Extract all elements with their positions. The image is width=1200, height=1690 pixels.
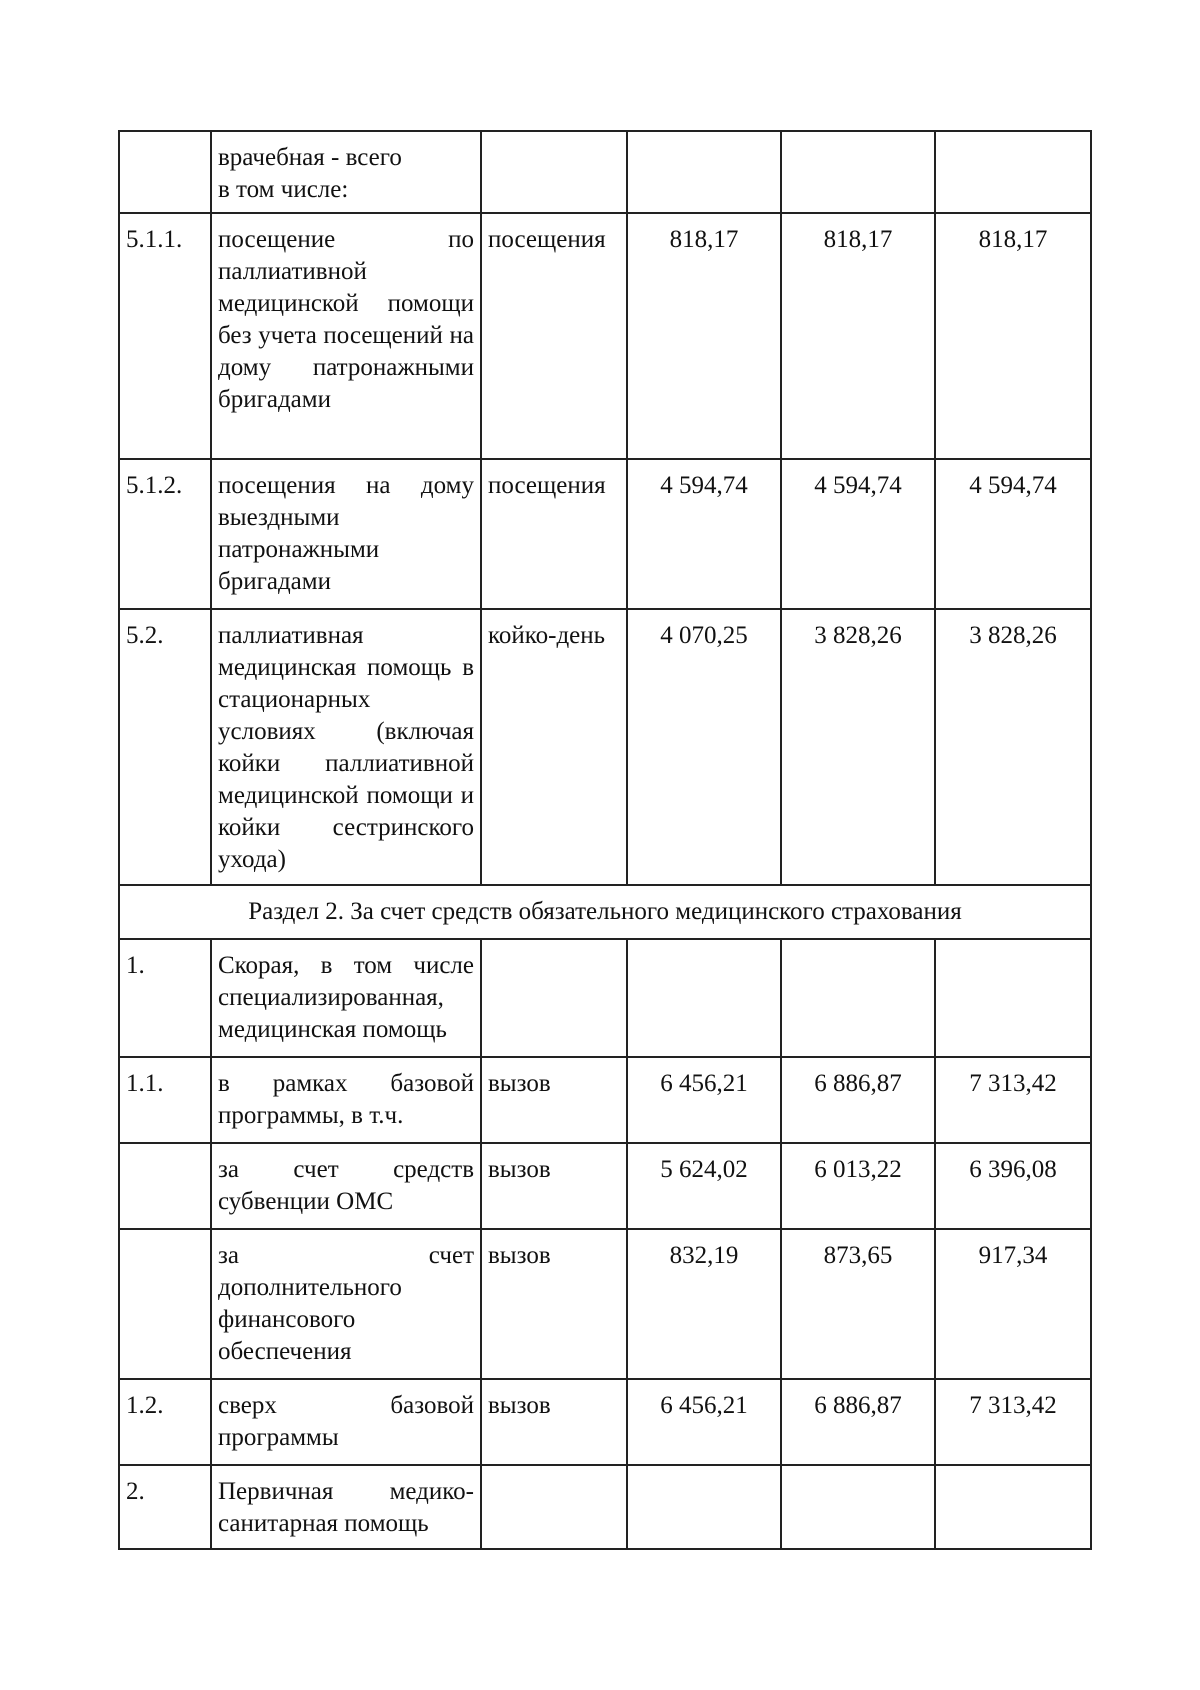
row-unit <box>481 1465 627 1549</box>
row-name: за счет средств субвенции ОМС <box>211 1143 481 1229</box>
row-value-3 <box>935 131 1091 213</box>
row-value-3: 7 313,42 <box>935 1057 1091 1143</box>
row-name: в рамках базовой программы, в т.ч. <box>211 1057 481 1143</box>
row-number: 5.1.1. <box>119 213 211 459</box>
table-row <box>119 459 1091 609</box>
table-row <box>119 1465 1091 1549</box>
row-number: 5.2. <box>119 609 211 885</box>
row-value-3: 818,17 <box>935 213 1091 459</box>
row-value-3: 917,34 <box>935 1229 1091 1379</box>
row-name: паллиативная медицинская помощь в стационарных условиях (включая койки паллиативной медицинской помощи и койки сестринского ухода) <box>211 609 481 885</box>
row-value-2 <box>781 1465 935 1549</box>
row-name-line: врачебная - всего <box>218 144 402 171</box>
row-name: Первичная медико-санитарная помощь <box>211 1465 481 1549</box>
table-row <box>119 1143 1091 1229</box>
table-row <box>119 1379 1091 1465</box>
row-number <box>119 131 211 213</box>
row-name-line: в том числе: <box>218 176 349 203</box>
row-value-2: 818,17 <box>781 213 935 459</box>
row-number <box>119 1229 211 1379</box>
table-row <box>119 213 1091 459</box>
row-unit <box>481 939 627 1057</box>
row-unit <box>481 131 627 213</box>
row-number: 1. <box>119 939 211 1057</box>
row-value-1: 5 624,02 <box>627 1143 781 1229</box>
row-unit: койко-день <box>481 609 627 885</box>
row-value-2: 6 886,87 <box>781 1057 935 1143</box>
row-value-1: 4 594,74 <box>627 459 781 609</box>
row-number <box>119 1143 211 1229</box>
row-value-2: 6 013,22 <box>781 1143 935 1229</box>
row-name: сверх базовой программы <box>211 1379 481 1465</box>
row-value-3: 4 594,74 <box>935 459 1091 609</box>
row-unit: вызов <box>481 1229 627 1379</box>
row-value-3 <box>935 939 1091 1057</box>
row-value-2: 873,65 <box>781 1229 935 1379</box>
row-value-1: 832,19 <box>627 1229 781 1379</box>
table-row <box>119 131 1091 213</box>
row-value-2: 6 886,87 <box>781 1379 935 1465</box>
row-number: 1.2. <box>119 1379 211 1465</box>
row-value-2: 4 594,74 <box>781 459 935 609</box>
table-row <box>119 609 1091 885</box>
row-value-2 <box>781 939 935 1057</box>
row-unit: вызов <box>481 1143 627 1229</box>
table-row <box>119 1057 1091 1143</box>
table-row <box>119 939 1091 1057</box>
row-value-3: 6 396,08 <box>935 1143 1091 1229</box>
row-value-1: 6 456,21 <box>627 1057 781 1143</box>
row-value-3: 7 313,42 <box>935 1379 1091 1465</box>
row-unit: посещения <box>481 213 627 459</box>
row-value-3 <box>935 1465 1091 1549</box>
row-name: за счет дополнительного финансового обеспечения <box>211 1229 481 1379</box>
row-name: посещение по паллиативной медицинской помощи без учета посещений на дому патронажными бригадами <box>211 213 481 459</box>
row-name: посещения на дому выездными патронажными бригадами <box>211 459 481 609</box>
tariff-table <box>118 130 1092 1550</box>
row-value-1: 818,17 <box>627 213 781 459</box>
section-header-row <box>119 885 1091 939</box>
row-number: 1.1. <box>119 1057 211 1143</box>
row-value-3: 3 828,26 <box>935 609 1091 885</box>
row-value-1 <box>627 939 781 1057</box>
row-unit: вызов <box>481 1057 627 1143</box>
row-name: Скорая, в том числе специализированная, медицинская помощь <box>211 939 481 1057</box>
row-value-1: 4 070,25 <box>627 609 781 885</box>
row-unit: посещения <box>481 459 627 609</box>
section-title: Раздел 2. За счет средств обязательного медицинского страхования <box>119 885 1091 939</box>
row-value-1: 6 456,21 <box>627 1379 781 1465</box>
row-value-1 <box>627 131 781 213</box>
row-number: 2. <box>119 1465 211 1549</box>
row-number: 5.1.2. <box>119 459 211 609</box>
row-value-2: 3 828,26 <box>781 609 935 885</box>
table-row <box>119 1229 1091 1379</box>
row-name <box>211 131 481 213</box>
row-value-2 <box>781 131 935 213</box>
row-unit: вызов <box>481 1379 627 1465</box>
table-body <box>119 131 1091 1549</box>
row-value-1 <box>627 1465 781 1549</box>
